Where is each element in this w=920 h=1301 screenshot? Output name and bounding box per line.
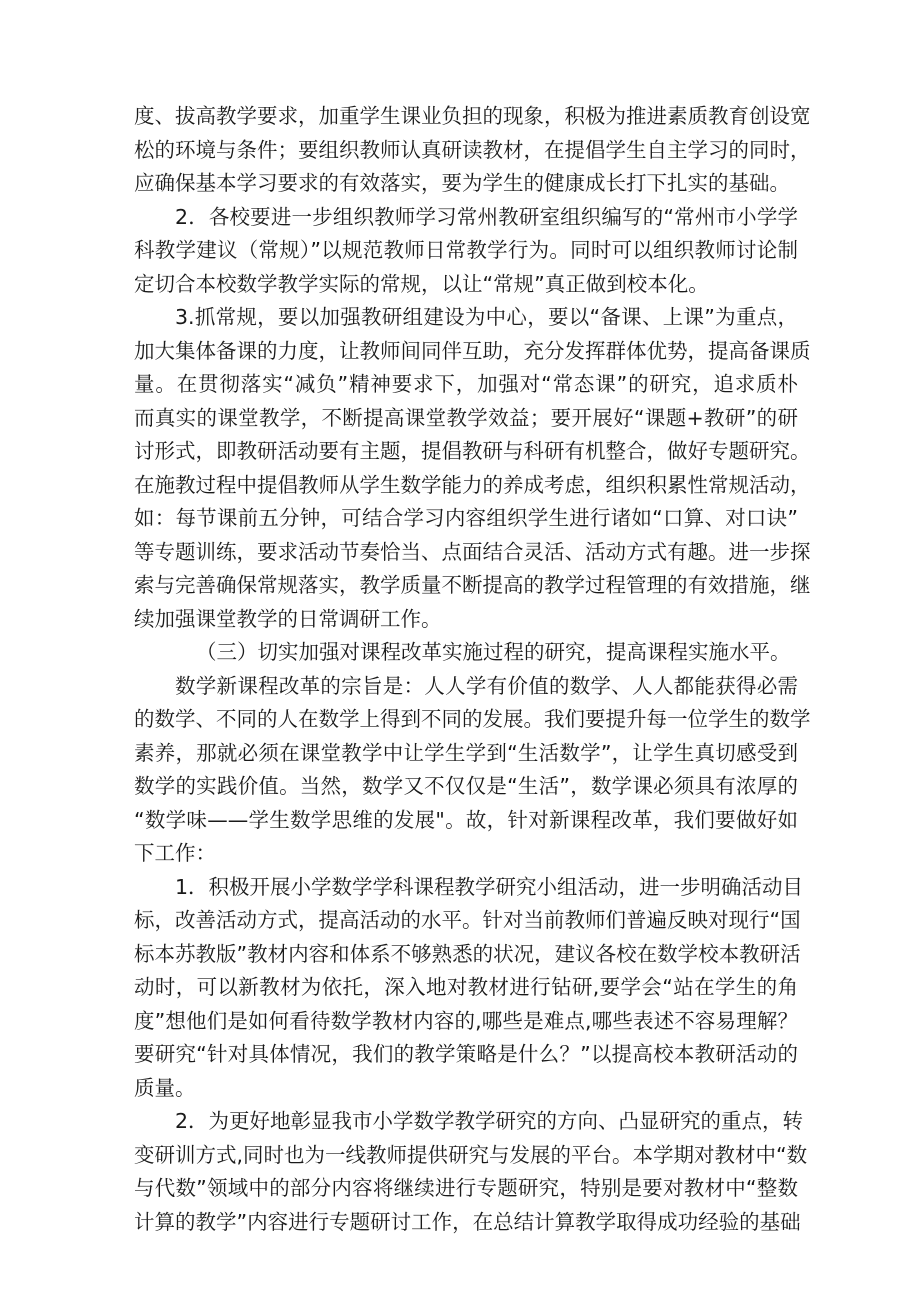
text-line: 动时，可以新教材为依托，深入地对教材进行钻研,要学会“站在学生的角 — [134, 975, 798, 999]
text-line: 与代数”领域中的部分内容将继续进行专题研究，特别是要对教材中“整数 — [134, 1176, 798, 1200]
text-line: 科教学建议（常规）”以规范教师日常教学行为。同时可以组织教师讨论制 — [134, 238, 798, 262]
text-line: 如：每节课前五分钟，可结合学习内容组织学生进行诸如“口算、对口诀” — [134, 506, 798, 530]
text-line: 的数学、不同的人在数学上得到不同的发展。我们要提升每一位学生的数学 — [134, 707, 811, 731]
text-line: 续加强课堂教学的日常调研工作。 — [134, 606, 442, 631]
text-line: 应确保基本学习要求的有效落实，要为学生的健康成长打下扎实的基础。 — [134, 171, 790, 195]
text-line: 量。在贯彻落实“减负”精神要求下，加强对“常态课”的研究，追求质朴 — [134, 372, 798, 396]
text-line: 数学的实践价值。当然，数学又不仅仅是“生活”，数学课必须具有浓厚的 — [134, 774, 798, 798]
text-line: 标，改善活动方式，提高活动的水平。针对当前教师们普遍反映对现行“国 — [134, 908, 801, 932]
text-line: 松的环境与条件；要组织教师认真研读教材，在提倡学生自主学习的同时， — [134, 137, 811, 162]
text-line: 度”想他们是如何看待数学教材内容的,哪些是难点,哪些表述不容易理解？ — [134, 1008, 798, 1033]
text-line: （三）切实加强对课程改革实施过程的研究，提高课程实施水平。 — [196, 640, 791, 664]
text-line: 而真实的课堂教学，不断提高课堂教学效益；要开展好“课题+教研”的研 — [134, 405, 798, 430]
text-line: 变研训方式,同时也为一线教师提供研究与发展的平台。本学期对教材中“数 — [134, 1142, 808, 1167]
text-line: 定切合本校数学教学实际的常规，以让“常规”真正做到校本化。 — [134, 271, 709, 296]
text-line: 在施教过程中提倡教师从学生数学能力的养成考虑，组织积累性常规活动， — [134, 472, 811, 497]
text-line: “数学味——学生数学思维的发展"。故，针对新课程改革，我们要做好如 — [134, 807, 798, 832]
text-line: 标本苏教版”教材内容和体系不够熟悉的状况，建议各校在数学校本教研活 — [134, 941, 801, 966]
text-line: 要研究“针对具体情况，我们的教学策略是什么？”以提高校本教研活动的 — [134, 1042, 798, 1066]
text-line: 素养，那就必须在课堂教学中让学生学到“生活数学”，让学生真切感受到 — [134, 740, 798, 765]
document-page — [134, 100, 811, 1239]
text-line: 数学新课程改革的宗旨是：人人学有价值的数学、人人都能获得必需 — [175, 673, 798, 698]
text-line: 讨形式，即教研活动要有主题，提倡教研与科研有机整合，做好专题研究。 — [134, 439, 811, 463]
text-line: 2．各校要进一步组织教师学习常州教研室组织编写的“常州市小学学 — [175, 204, 798, 229]
text-line: 质量。 — [134, 1075, 196, 1100]
text-line: 度、拔高教学要求，加重学生课业负担的现象，积极为推进素质教育创设宽 — [134, 104, 811, 128]
text-line: 2．为更好地彰显我市小学数学教学研究的方向、凸显研究的重点，转 — [175, 1109, 804, 1133]
text-line: 计算的教学”内容进行专题研讨工作，在总结计算教学取得成功经验的基础 — [134, 1209, 801, 1234]
text-line: 等专题训练，要求活动节奏恰当、点面结合灵活、活动方式有趣。进一步探 — [134, 539, 811, 564]
text-line: 索与完善确保常规落实，教学质量不断提高的教学过程管理的有效措施，继 — [134, 573, 811, 597]
text-line: 3.抓常规，要以加强教研组建设为中心，要以“备课、上课”为重点， — [175, 305, 798, 329]
text-line: 1．积极开展小学数学学科课程教学研究小组活动，进一步明确活动目 — [175, 874, 804, 899]
text-line: 加大集体备课的力度，让教师间同伴互助，充分发挥群体优势，提高备课质 — [134, 338, 811, 363]
text-line: 下工作： — [134, 841, 216, 865]
